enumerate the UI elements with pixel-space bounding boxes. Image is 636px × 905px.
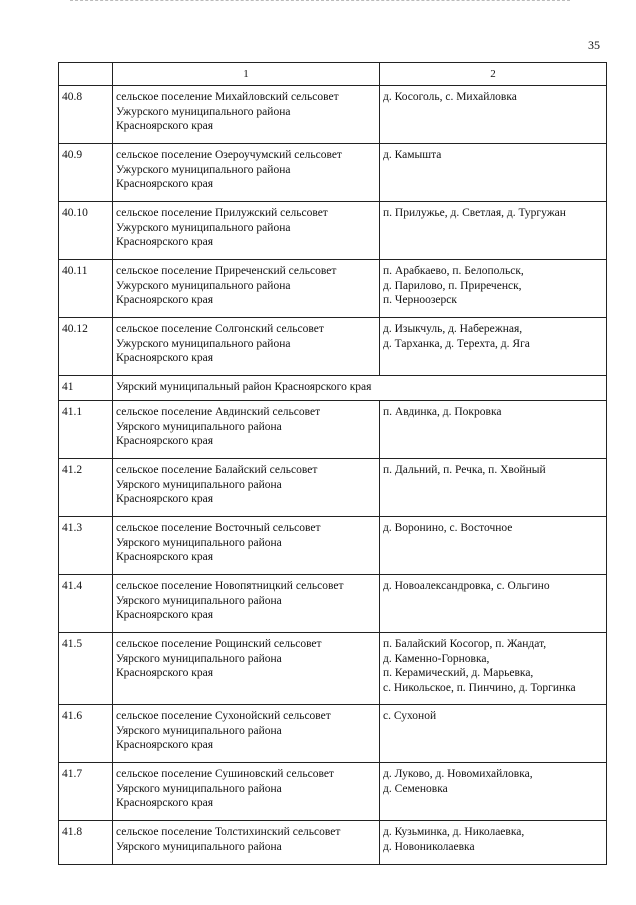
places-line: п. Прилужье, д. Светлая, д. Тургужан xyxy=(383,207,566,219)
row-code: 41.5 xyxy=(59,633,113,705)
row-code: 41.7 xyxy=(59,763,113,821)
settlement-name xyxy=(113,144,380,202)
name-line: Красноярского края xyxy=(116,797,213,809)
table-row xyxy=(59,202,607,260)
name-line: Красноярского края xyxy=(116,493,213,505)
name-line: Красноярского края xyxy=(116,294,213,306)
name-line: Красноярского края xyxy=(116,551,213,563)
settlement-name xyxy=(113,633,380,705)
settlement-places xyxy=(380,459,607,517)
name-line: Ужурского муниципального района xyxy=(116,221,291,234)
page-number: 35 xyxy=(588,38,600,52)
name-line: сельское поселение Приреченский сельсовет xyxy=(116,265,337,277)
name-line: Уярского муниципального района xyxy=(116,536,282,549)
places-line: с. Сухоной xyxy=(383,710,437,722)
table-row xyxy=(59,260,607,318)
row-code: 40.12 xyxy=(59,318,113,376)
name-line: Красноярского края xyxy=(116,609,213,621)
settlement-name xyxy=(113,821,380,865)
places-line: п. Балайский Косогор, п. Жандат, xyxy=(383,638,547,650)
table-row xyxy=(59,575,607,633)
settlement-name xyxy=(113,318,380,376)
name-line: Ужурского муниципального района xyxy=(116,163,291,176)
settlement-places xyxy=(380,517,607,575)
name-line: Уярского муниципального района xyxy=(116,478,282,491)
places-line: п. Авдинка, д. Покровка xyxy=(383,406,502,418)
places-line: д. Парилово, п. Приреченск, xyxy=(383,279,522,292)
name-line: сельское поселение Рощинский сельсовет xyxy=(116,638,322,650)
settlement-places xyxy=(380,318,607,376)
places-line: д. Камышта xyxy=(383,149,442,161)
places-line: д. Новониколаевка xyxy=(383,840,475,853)
name-line: Уярского муниципального района xyxy=(116,782,282,795)
table-header-row xyxy=(59,63,607,86)
name-line: Красноярского края xyxy=(116,435,213,447)
settlement-name xyxy=(113,575,380,633)
name-line: Уярского муниципального района xyxy=(116,840,282,853)
row-code: 40.8 xyxy=(59,86,113,144)
settlement-places xyxy=(380,144,607,202)
name-line: сельское поселение Прилужский сельсовет xyxy=(116,207,328,219)
settlement-places xyxy=(380,575,607,633)
row-code: 41.8 xyxy=(59,821,113,865)
places-line: д. Косоголь, с. Михайловка xyxy=(383,91,517,103)
places-line: д. Каменно-Горновка, xyxy=(383,652,490,665)
section-row xyxy=(59,376,607,401)
table-row xyxy=(59,318,607,376)
row-code: 40.10 xyxy=(59,202,113,260)
row-code: 40.9 xyxy=(59,144,113,202)
table-row xyxy=(59,633,607,705)
places-line: п. Дальний, п. Речка, п. Хвойный xyxy=(383,464,546,476)
table-row xyxy=(59,517,607,575)
places-line: с. Никольское, п. Пинчино, д. Торгинка xyxy=(383,681,576,694)
table-row xyxy=(59,86,607,144)
name-line: Ужурского муниципального района xyxy=(116,337,291,350)
table-row xyxy=(59,401,607,459)
places-line: д. Семеновка xyxy=(383,782,448,795)
settlement-name xyxy=(113,401,380,459)
name-line: Красноярского края xyxy=(116,739,213,751)
places-line: п. Арабкаево, п. Белопольск, xyxy=(383,265,524,277)
settlement-places xyxy=(380,86,607,144)
name-line: Красноярского края xyxy=(116,178,213,190)
table-row xyxy=(59,821,607,865)
name-line: сельское поселение Толстихинский сельсовет xyxy=(116,826,341,838)
settlement-places xyxy=(380,633,607,705)
name-line: сельское поселение Восточный сельсовет xyxy=(116,522,321,534)
settlement-places xyxy=(380,202,607,260)
section-title: Уярский муниципальный район Красноярского края xyxy=(113,376,607,401)
name-line: сельское поселение Сушиновский сельсовет xyxy=(116,768,334,780)
name-line: Ужурского муниципального района xyxy=(116,105,291,118)
settlement-places xyxy=(380,821,607,865)
places-line: д. Воронино, с. Восточное xyxy=(383,522,513,534)
places-line: д. Кузьминка, д. Николаевка, xyxy=(383,826,525,838)
table-row xyxy=(59,705,607,763)
table-row xyxy=(59,144,607,202)
name-line: сельское поселение Михайловский сельсовет xyxy=(116,91,339,103)
name-line: Уярского муниципального района xyxy=(116,652,282,665)
settlement-name xyxy=(113,202,380,260)
settlement-name xyxy=(113,260,380,318)
row-code: 41.6 xyxy=(59,705,113,763)
settlement-name xyxy=(113,763,380,821)
header-col-2: 2 xyxy=(380,63,607,86)
header-col-1: 1 xyxy=(113,63,380,86)
table-row xyxy=(59,763,607,821)
name-line: Красноярского края xyxy=(116,667,213,679)
name-line: сельское поселение Солгонский сельсовет xyxy=(116,323,324,335)
places-line: д. Изыкчуль, д. Набережная, xyxy=(383,323,523,335)
name-line: сельское поселение Авдинский сельсовет xyxy=(116,406,321,418)
name-line: Уярского муниципального района xyxy=(116,594,282,607)
name-line: Красноярского края xyxy=(116,120,213,132)
name-line: сельское поселение Балайский сельсовет xyxy=(116,464,318,476)
name-line: сельское поселение Озероучумский сельсовет xyxy=(116,149,342,161)
row-code: 41 xyxy=(59,376,113,401)
settlement-places xyxy=(380,705,607,763)
name-line: Красноярского края xyxy=(116,352,213,364)
settlement-name xyxy=(113,705,380,763)
row-code: 40.11 xyxy=(59,260,113,318)
header-col-code xyxy=(59,63,113,86)
settlement-places xyxy=(380,401,607,459)
row-code: 41.1 xyxy=(59,401,113,459)
name-line: Уярского муниципального района xyxy=(116,724,282,737)
places-line: д. Тарханка, д. Терехта, д. Яга xyxy=(383,337,530,350)
name-line: Ужурского муниципального района xyxy=(116,279,291,292)
settlements-table xyxy=(58,62,607,865)
places-line: п. Черноозерск xyxy=(383,294,457,306)
row-code: 41.4 xyxy=(59,575,113,633)
places-line: д. Новоалександровка, с. Ольгино xyxy=(383,580,550,592)
name-line: сельское поселение Новопятницкий сельсовет xyxy=(116,580,344,592)
places-line: п. Керамический, д. Марьевка, xyxy=(383,667,534,679)
settlement-name xyxy=(113,459,380,517)
name-line: Красноярского края xyxy=(116,236,213,248)
table-row xyxy=(59,459,607,517)
settlement-places xyxy=(380,260,607,318)
settlement-name xyxy=(113,86,380,144)
row-code: 41.3 xyxy=(59,517,113,575)
settlement-places xyxy=(380,763,607,821)
settlement-name xyxy=(113,517,380,575)
places-line: д. Луково, д. Новомихайловка, xyxy=(383,768,533,780)
row-code: 41.2 xyxy=(59,459,113,517)
scan-edge-artifact xyxy=(70,0,570,4)
name-line: Уярского муниципального района xyxy=(116,420,282,433)
name-line: сельское поселение Сухонойский сельсовет xyxy=(116,710,331,722)
